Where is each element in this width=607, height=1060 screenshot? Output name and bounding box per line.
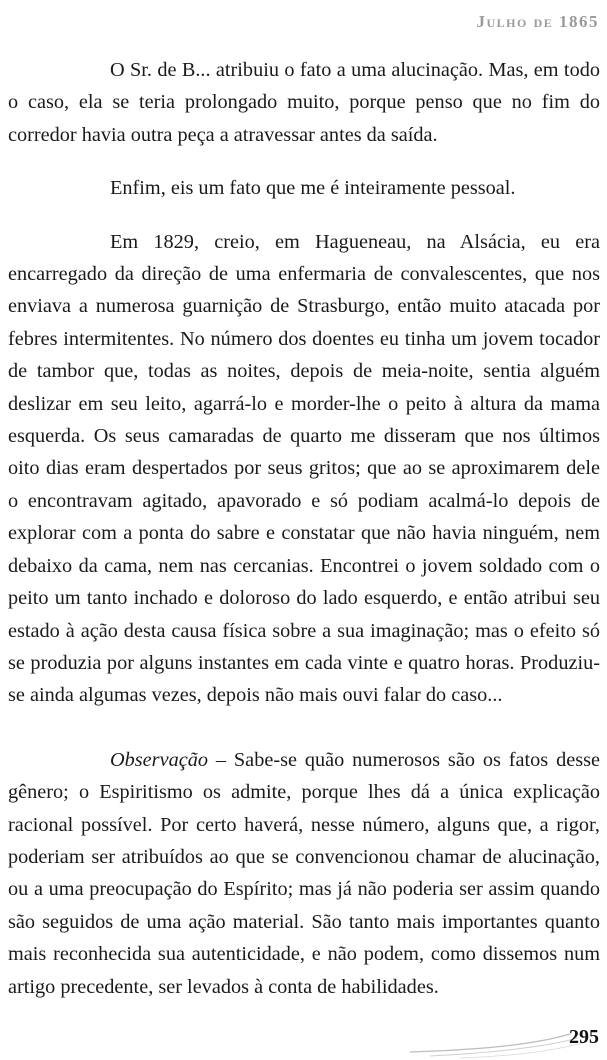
page-number: 295 <box>569 1026 599 1048</box>
observation-paragraph <box>8 744 600 1003</box>
paragraph-2: Enfim, eis um fato que me é inteiramente pessoal. <box>110 177 516 200</box>
observation-text: – Sabe-se quão numerosos são os fatos desse gênero; o Espiritismo os admite, porque lhes dá a única explicação racional possível. Por certo haverá, nesse número, alguns que, a rigor, poderiam ser atribuídos ao que se convencionou chamar de alucinação, ou a uma preocupação do Espírito; mas já não poderia ser assim quando são seguidos de uma ação material. São tanto mais importantes quanto mais reconhecida sua autenticidade, e não podem, como dissemos num artigo precedente, ser levados à conta de habilidades. <box>8 748 600 998</box>
paragraph-1: O Sr. de B... atribuiu o fato a uma alucinação. Mas, em todo o caso, ela se teria prolongado muito, porque penso que no fim do corredor havia outra peça a atravessar antes da saída. <box>8 59 600 146</box>
running-header: Julho de 1865 <box>476 12 599 31</box>
paragraph-3: Em 1829, creio, em Hagueneau, na Alsácia, eu era encarregado da direção de uma enfermaria de convalescentes, que nos enviava a numerosa guarnição de Strasburgo, então muito atacada por febres intermitentes. No número dos doentes eu tinha um jovem tocador de tambor que, todas as noites, depois de meia-noite, sentia alguém deslizar em seu leito, agarrá-lo e morder-lhe o peito à altura da mama esquerda. Os seus camaradas de quarto me disseram que nos últimos oito dias eram despertados por seus gritos; que ao se aproximarem dele o encontravam agitado, apavorado e só podiam acalmá-lo depois de explorar com a ponta do sabre e constatar que não havia ninguém, nem debaixo da cama, nem nas cercanias. Encontrei o jovem soldado com o peito um tanto inchado e doloroso do lado esquerdo, e então atribui seu estado à ação desta causa física sobre a sua imaginação; mas o efeito só se produzia por alguns instantes em cada vinte e quatro horas. Produziu-se ainda algumas vezes, depois não mais ouvi falar do caso... <box>8 230 600 707</box>
observation-label: Observação <box>110 748 208 771</box>
body-text <box>8 54 600 1003</box>
